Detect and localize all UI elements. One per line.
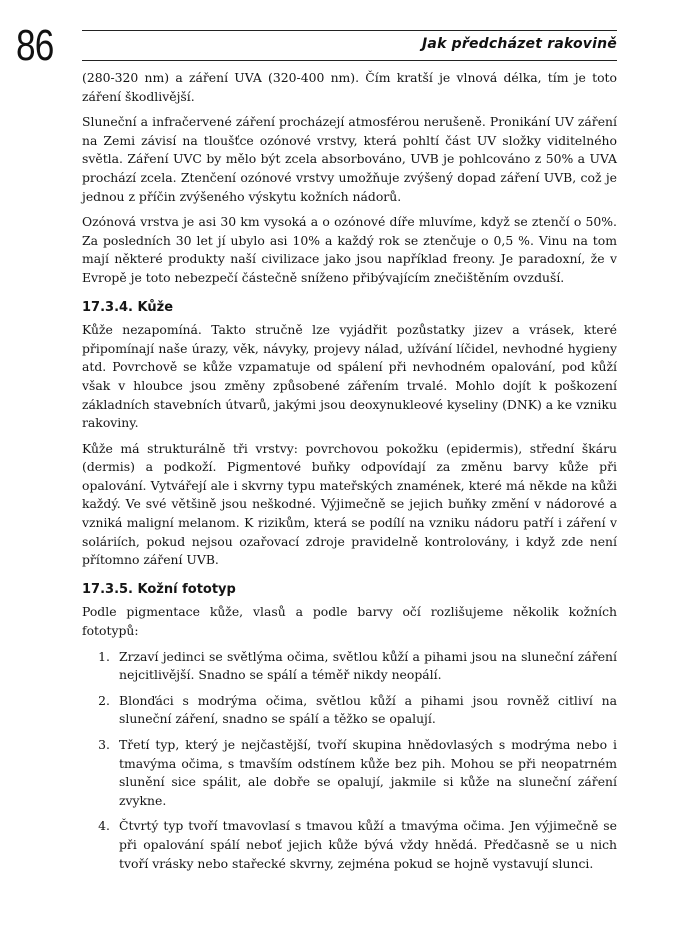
list-item-number: 4. (98, 818, 110, 834)
list-item-text: Třetí typ, který je nejčastější, tvoří skupina hnědovlasých s modrýma nebo i tmavýma očima, s tmavším odstínem kůže bez pih. Mohou se při neopatrném slunění sice spálit, ale dobře se opalují, jakmile si kůže na sluneční záření zvykne. (119, 737, 617, 808)
list-item-text: Čtvrtý typ tvoří tmavovlasí s tmavou kůží a tmavýma očima. Jen výjimečně se při opalování spálí neboť jejich kůže bývá vždy hnědá. Předčasně se u nich tvoří vrásky nebo stařecké skvrny, zejména pokud se hojně vystavují slunci. (119, 818, 617, 871)
running-header (82, 30, 617, 61)
paragraph: Kůže nezapomíná. Takto stručně lze vyjádřit pozůstatky jizev a vrásek, které připomínají naše úrazy, věk, návyky, projevy nálad, užívání líčidel, nevhodné hygieny atd. Povrchově se kůže vzpamatuje od spálení při nevhodném opalování, pod kůží však v hloubce jsou změny způsobené zářením trvalé. Mohlo dojít k poškození základních stavebních útvarů, jakými jsou deoxynukleové kyseliny (DNK) a ke vzniku rakoviny. (82, 322, 617, 431)
list-item-number: 3. (98, 737, 110, 752)
paragraph: (280-320 nm) a záření UVA (320-400 nm). Čím kratší je vlnová délka, tím je toto záření škodlivější. (82, 70, 617, 104)
list-item-text: Blonďáci s modrýma očima, světlou kůží a pihami jsou rovněž citliví na sluneční záření, snadno se spálí a těžko se opalují. (119, 692, 617, 727)
paragraph: Sluneční a infračervené záření procházejí atmosférou nerušeně. Pronikání UV záření na Zemi závisí na tloušťce ozónové vrstvy, která pohltí část UV složky viditelného světla. Záření UVC by mělo být zcela absorbováno, UVB je pohlcováno z 50% a UVA prochází zcela. Ztenčení ozónové vrstvy umožňuje zvýšený dopad záření UVB, což je jednou z příčin zvýšeného výskytu kožních nádorů. (82, 114, 617, 204)
running-header-title: Jak předcházet rakovině (422, 36, 617, 52)
page-content (82, 69, 617, 880)
list-item (82, 648, 617, 685)
list-item (82, 817, 617, 873)
paragraph: Ozónová vrstva je asi 30 km vysoká a o ozónové díře mluvíme, když se ztenčí o 50%. Za posledních 30 let jí ubylo asi 10% a každý rok se ztenčuje o 0,5 %. Vinu na tom mají některé produkty naší civilizace jako jsou například freony. Je paradoxní, že v Evropě je toto nebezpečí částečně sníženo přibývajícím znečištěním ovzduší. (82, 214, 617, 285)
section-heading-fototyp: 17.3.5. Kožní fototyp (82, 581, 236, 597)
section-heading-kuze: 17.3.4. Kůže (82, 299, 174, 315)
paragraph: Podle pigmentace kůže, vlasů a podle barvy očí rozlišujeme několik kožních fototypů: (82, 604, 617, 639)
page-number: 86 (16, 21, 54, 70)
list-item (82, 692, 617, 729)
list-item-text: Zrzaví jedinci se světlýma očima, světlou kůží a pihami jsou na sluneční záření nejcitlivější. Snadno se spálí a téměř nikdy neopálí. (119, 648, 617, 683)
fototyp-list (82, 648, 617, 874)
list-item-number: 2. (98, 692, 110, 708)
list-item (82, 736, 617, 810)
paragraph: Kůže má strukturálně tři vrstvy: povrchovou pokožku (epidermis), střední škáru (dermis) a podkoží. Pigmentové buňky odpovídají za změnu barvy kůže při opalování. Vytvářejí ale i skvrny typu mateřských znamének, které má někde na kůži každý. Ve své většině jsou neškodné. Výjimečně se jejich buňky změní v nádorové a vzniká maligní melanom. K rizikům, která se podílí na vzniku nádoru patří i záření v soláriích, pokud nejsou ozařovací zdroje pravidelně kontrolovány, i když zde není přítomno záření UVB. (82, 440, 617, 568)
list-item-number: 1. (98, 648, 110, 664)
